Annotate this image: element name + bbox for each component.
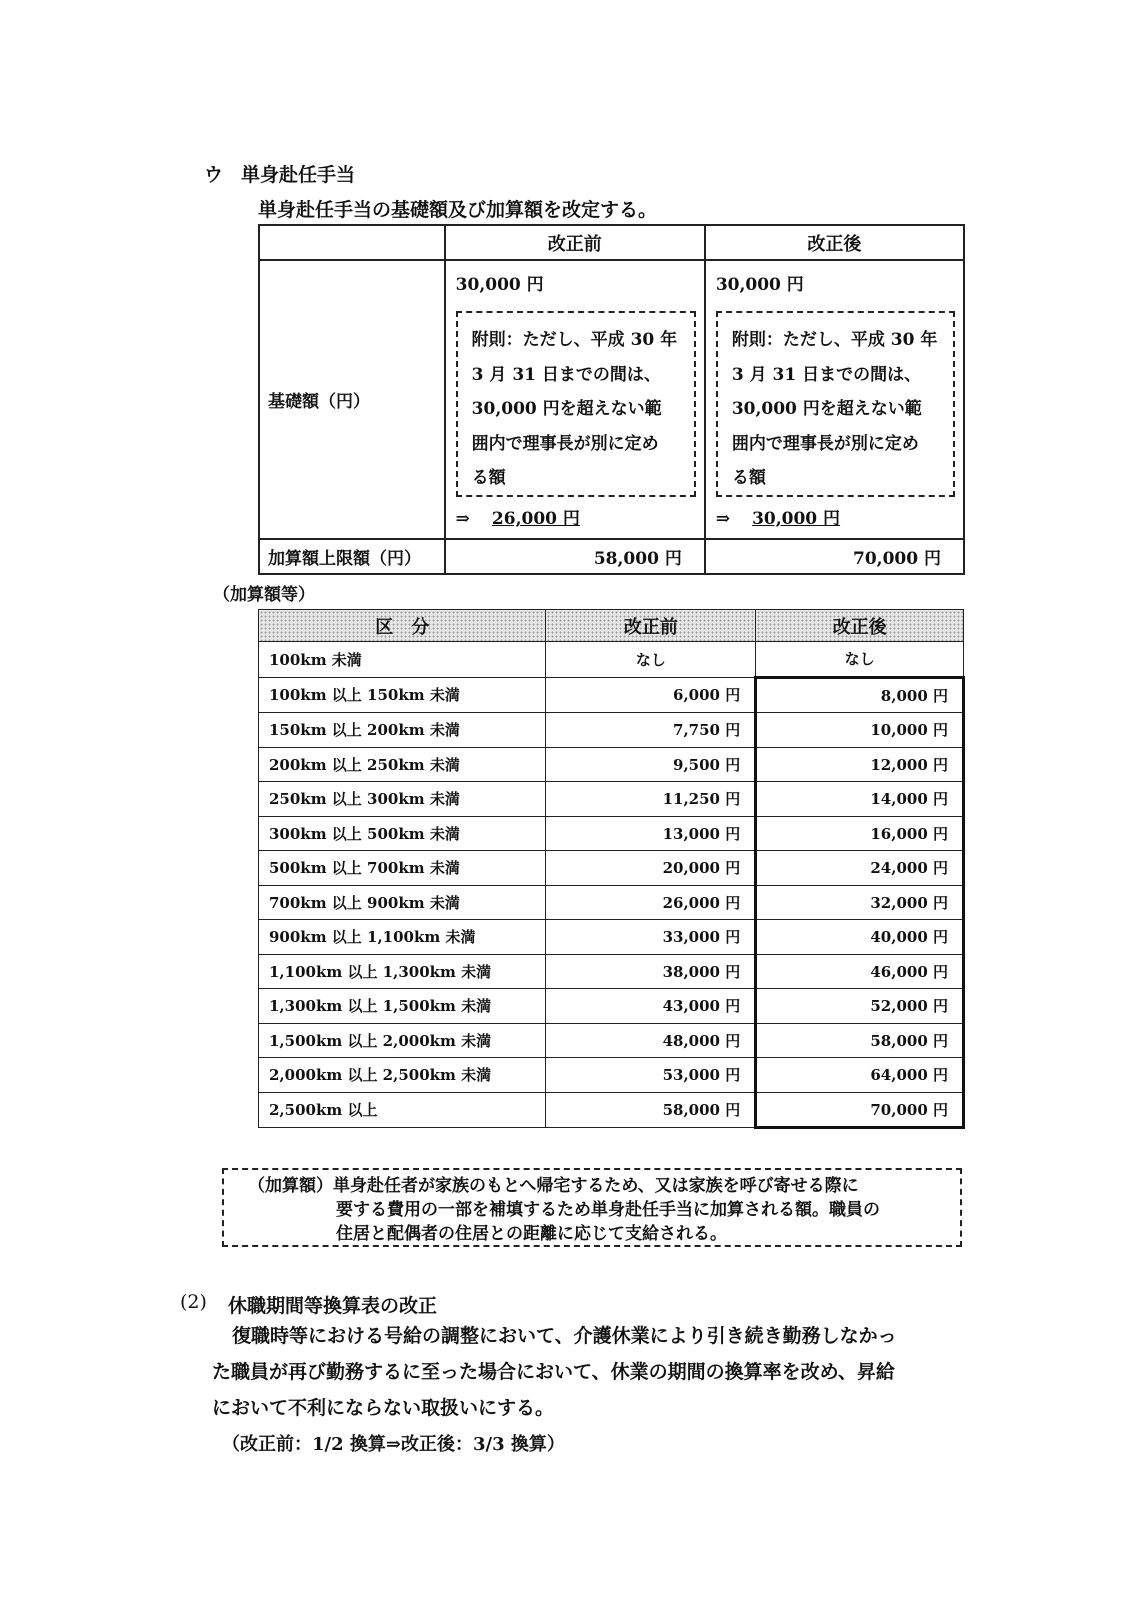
before-cell: 58,000 円 [546,1092,756,1128]
before-cell: 7,750 円 [546,713,756,748]
before-cell: 48,000 円 [546,1023,756,1058]
range-cell: 200km 以上 250km 未満 [259,747,546,782]
note-line: 囲内で理事長が別に定め [471,433,659,454]
arrow-icon: ⇒ [455,509,470,529]
note-line: 3 月 31 日までの間は、 [731,364,922,385]
after-cell: 58,000 円 [756,1023,964,1058]
before-cell: 53,000 円 [546,1058,756,1093]
header-range: 区 分 [259,610,546,642]
section2-marker: (2) [180,1291,207,1313]
header-before: 改正前 [445,225,705,260]
section2-title: 休職期間等換算表の改正 [228,1295,438,1317]
base-after-cell [705,260,964,539]
before-cell: 43,000 円 [546,989,756,1024]
before-cell: 20,000 円 [546,851,756,886]
table-row [259,885,964,920]
section-lead: 単身赴任手当の基礎額及び加算額を改定する。 [258,199,658,221]
before-cell: 38,000 円 [546,954,756,989]
table-row [259,1058,964,1093]
section-marker: ウ [204,164,224,186]
header-after: 改正後 [756,610,964,642]
base-after-note [716,311,955,497]
note-line: 30,000 円を超えない範 [731,399,922,419]
note-line: る額 [471,468,506,488]
note-line: 附則：ただし、平成 30 年 [731,330,938,350]
after-cell: 12,000 円 [756,747,964,782]
after-cell: 10,000 円 [756,713,964,748]
table-row [259,1023,964,1058]
note-line: 30,000 円を超えない範 [471,399,662,419]
header-after: 改正後 [705,225,964,260]
table-row [259,816,964,851]
base-amount-label: 基礎額（円） [259,260,445,539]
after-cell: なし [756,642,964,678]
base-amount-table [258,224,965,575]
after-cell: 40,000 円 [756,920,964,955]
table-row [259,642,964,678]
note-line: る額 [731,468,766,488]
before-cell: なし [546,642,756,678]
before-cell: 6,000 円 [546,677,756,713]
base-before-result-line [456,504,580,529]
range-cell: 2,000km 以上 2,500km 未満 [259,1058,546,1093]
header-before: 改正前 [546,610,756,642]
after-cell: 52,000 円 [756,989,964,1024]
table-row [259,1092,964,1128]
table-row [259,782,964,817]
table-row [259,747,964,782]
range-cell: 300km 以上 500km 未満 [259,816,546,851]
range-cell: 250km 以上 300km 未満 [259,782,546,817]
note-line: 囲内で理事長が別に定め [731,433,919,454]
range-cell: 1,300km 以上 1,500km 未満 [259,989,546,1024]
note-line: 3 月 31 日までの間は、 [471,364,661,385]
table-row [259,677,964,713]
addon-title: （加算額等） [213,585,315,605]
range-cell: 700km 以上 900km 未満 [259,885,546,920]
after-cell: 24,000 円 [756,851,964,886]
before-cell: 9,500 円 [546,747,756,782]
base-before-note [456,311,696,497]
note-line: 要する費用の一部を補填するため単身赴任手当に加算される額。職員の [336,1200,880,1220]
base-before-cell [445,260,705,539]
table-row [259,851,964,886]
base-before-result: 26,000 円 [491,509,580,529]
before-cell: 26,000 円 [546,885,756,920]
section2-line: 復職時等における号給の調整において、介護休業により引き続き勤務しなかっ [232,1325,897,1347]
arrow-icon: ⇒ [715,509,731,529]
table-row [259,954,964,989]
range-cell: 2,500km 以上 [259,1092,546,1128]
range-cell: 100km 未満 [259,642,546,678]
after-cell: 8,000 円 [756,677,964,713]
addon-table [258,609,965,1129]
limit-before: 58,000 円 [445,539,705,574]
after-cell: 46,000 円 [756,954,964,989]
limit-label: 加算額上限額（円） [259,539,445,574]
section-title: 単身赴任手当 [241,164,356,186]
table-row [259,713,964,748]
after-cell: 64,000 円 [756,1058,964,1093]
table-row [259,989,964,1024]
note-line: 住居と配偶者の住居との距離に応じて支給される。 [336,1224,727,1244]
after-cell: 32,000 円 [756,885,964,920]
note-line: （加算額）単身赴任者が家族のもとへ帰宅するため、又は家族を呼び寄せる際に [248,1176,859,1196]
section2-line: た職員が再び勤務するに至った場合において、休業の期間の換算率を改め、昇給 [212,1361,895,1383]
base-after-result-line [716,504,840,529]
range-cell: 100km 以上 150km 未満 [259,677,546,713]
before-cell: 13,000 円 [546,816,756,851]
addon-header-row [259,610,964,642]
note-line: 附則：ただし、平成 30 年 [471,330,678,350]
range-cell: 1,100km 以上 1,300km 未満 [259,954,546,989]
after-cell: 70,000 円 [756,1092,964,1128]
range-cell: 900km 以上 1,100km 未満 [259,920,546,955]
range-cell: 1,500km 以上 2,000km 未満 [259,1023,546,1058]
after-cell: 16,000 円 [756,816,964,851]
section2-line: において不利にならない取扱いにする。 [212,1397,555,1419]
range-cell: 150km 以上 200km 未満 [259,713,546,748]
base-after-amount: 30,000 円 [715,275,804,295]
limit-after: 70,000 円 [705,539,964,574]
base-before-amount: 30,000 円 [455,275,544,295]
base-after-result: 30,000 円 [752,509,841,529]
table-row [259,920,964,955]
header-empty [259,225,445,260]
before-cell: 33,000 円 [546,920,756,955]
section2-line: （改正前：1/2 換算⇒改正後：3/3 換算） [222,1434,565,1455]
after-cell: 14,000 円 [756,782,964,817]
range-cell: 500km 以上 700km 未満 [259,851,546,886]
before-cell: 11,250 円 [546,782,756,817]
addon-note-box [222,1168,962,1247]
